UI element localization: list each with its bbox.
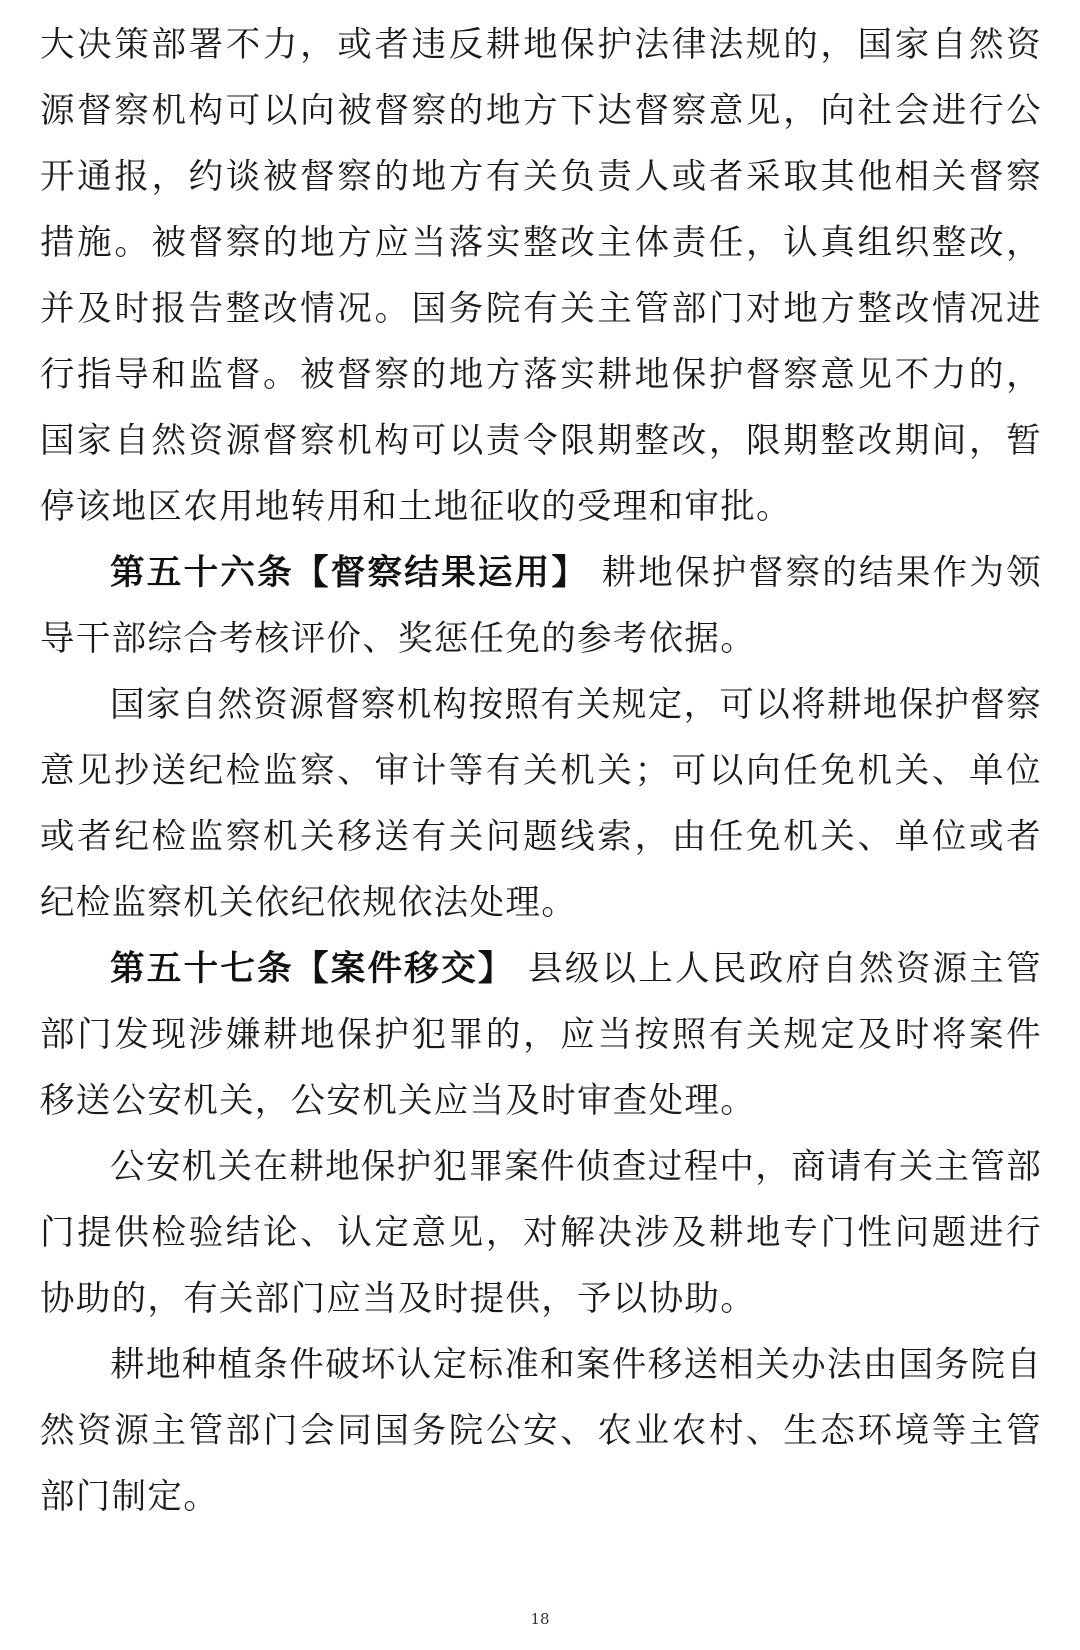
page-number: 18 (530, 1610, 550, 1628)
paragraph-text: 国家自然资源督察机构按照有关规定，可以将耕地保护督察意见抄送纪检监察、审计等有关机关；可以向任免机关、单位或者纪检监察机关移送有关问题线索，由任免机关、单位或者纪检监察机关依纪依规依法处理。 (40, 685, 1042, 923)
paragraph-text: 耕地种植条件破坏认定标准和案件移送相关办法由国务院自然资源主管部门会同国务院公安、农业农村、生态环境等主管部门制定。 (40, 1345, 1042, 1517)
document-body (40, 12, 1042, 1530)
article-heading: 第五十六条【督察结果运用】 (110, 553, 589, 593)
paragraph-text: 县级以上人民政府自然资源主管部门发现涉嫌耕地保护犯罪的，应当按照有关规定及时将案件移送公安机关，公安机关应当及时审查处理。 (40, 949, 1042, 1121)
article-57 (40, 936, 1042, 1134)
article-56 (40, 540, 1042, 672)
paragraph (40, 1134, 1042, 1332)
paragraph-text: 大决策部署不力，或者违反耕地保护法律法规的，国家自然资源督察机构可以向被督察的地方下达督察意见，向社会进行公开通报，约谈被督察的地方有关负责人或者采取其他相关督察措施。被督察的地方应当落实整改主体责任，认真组织整改，并及时报告整改情况。国务院有关主管部门对地方整改情况进行指导和监督。被督察的地方落实耕地保护督察意见不力的，国家自然资源督察机构可以责令限期整改，限期整改期间，暂停该地区农用地转用和土地征收的受理和审批。 (40, 25, 1042, 527)
article-heading: 第五十七条【案件移交】 (110, 949, 515, 989)
paragraph-continuation (40, 12, 1042, 540)
paragraph-text: 公安机关在耕地保护犯罪案件侦查过程中，商请有关主管部门提供检验结论、认定意见，对解决涉及耕地专门性问题进行协助的，有关部门应当及时提供，予以协助。 (40, 1147, 1042, 1319)
paragraph (40, 1332, 1042, 1530)
paragraph (40, 672, 1042, 936)
paragraph-text: 耕地保护督察的结果作为领导干部综合考核评价、奖惩任免的参考依据。 (40, 553, 1042, 659)
